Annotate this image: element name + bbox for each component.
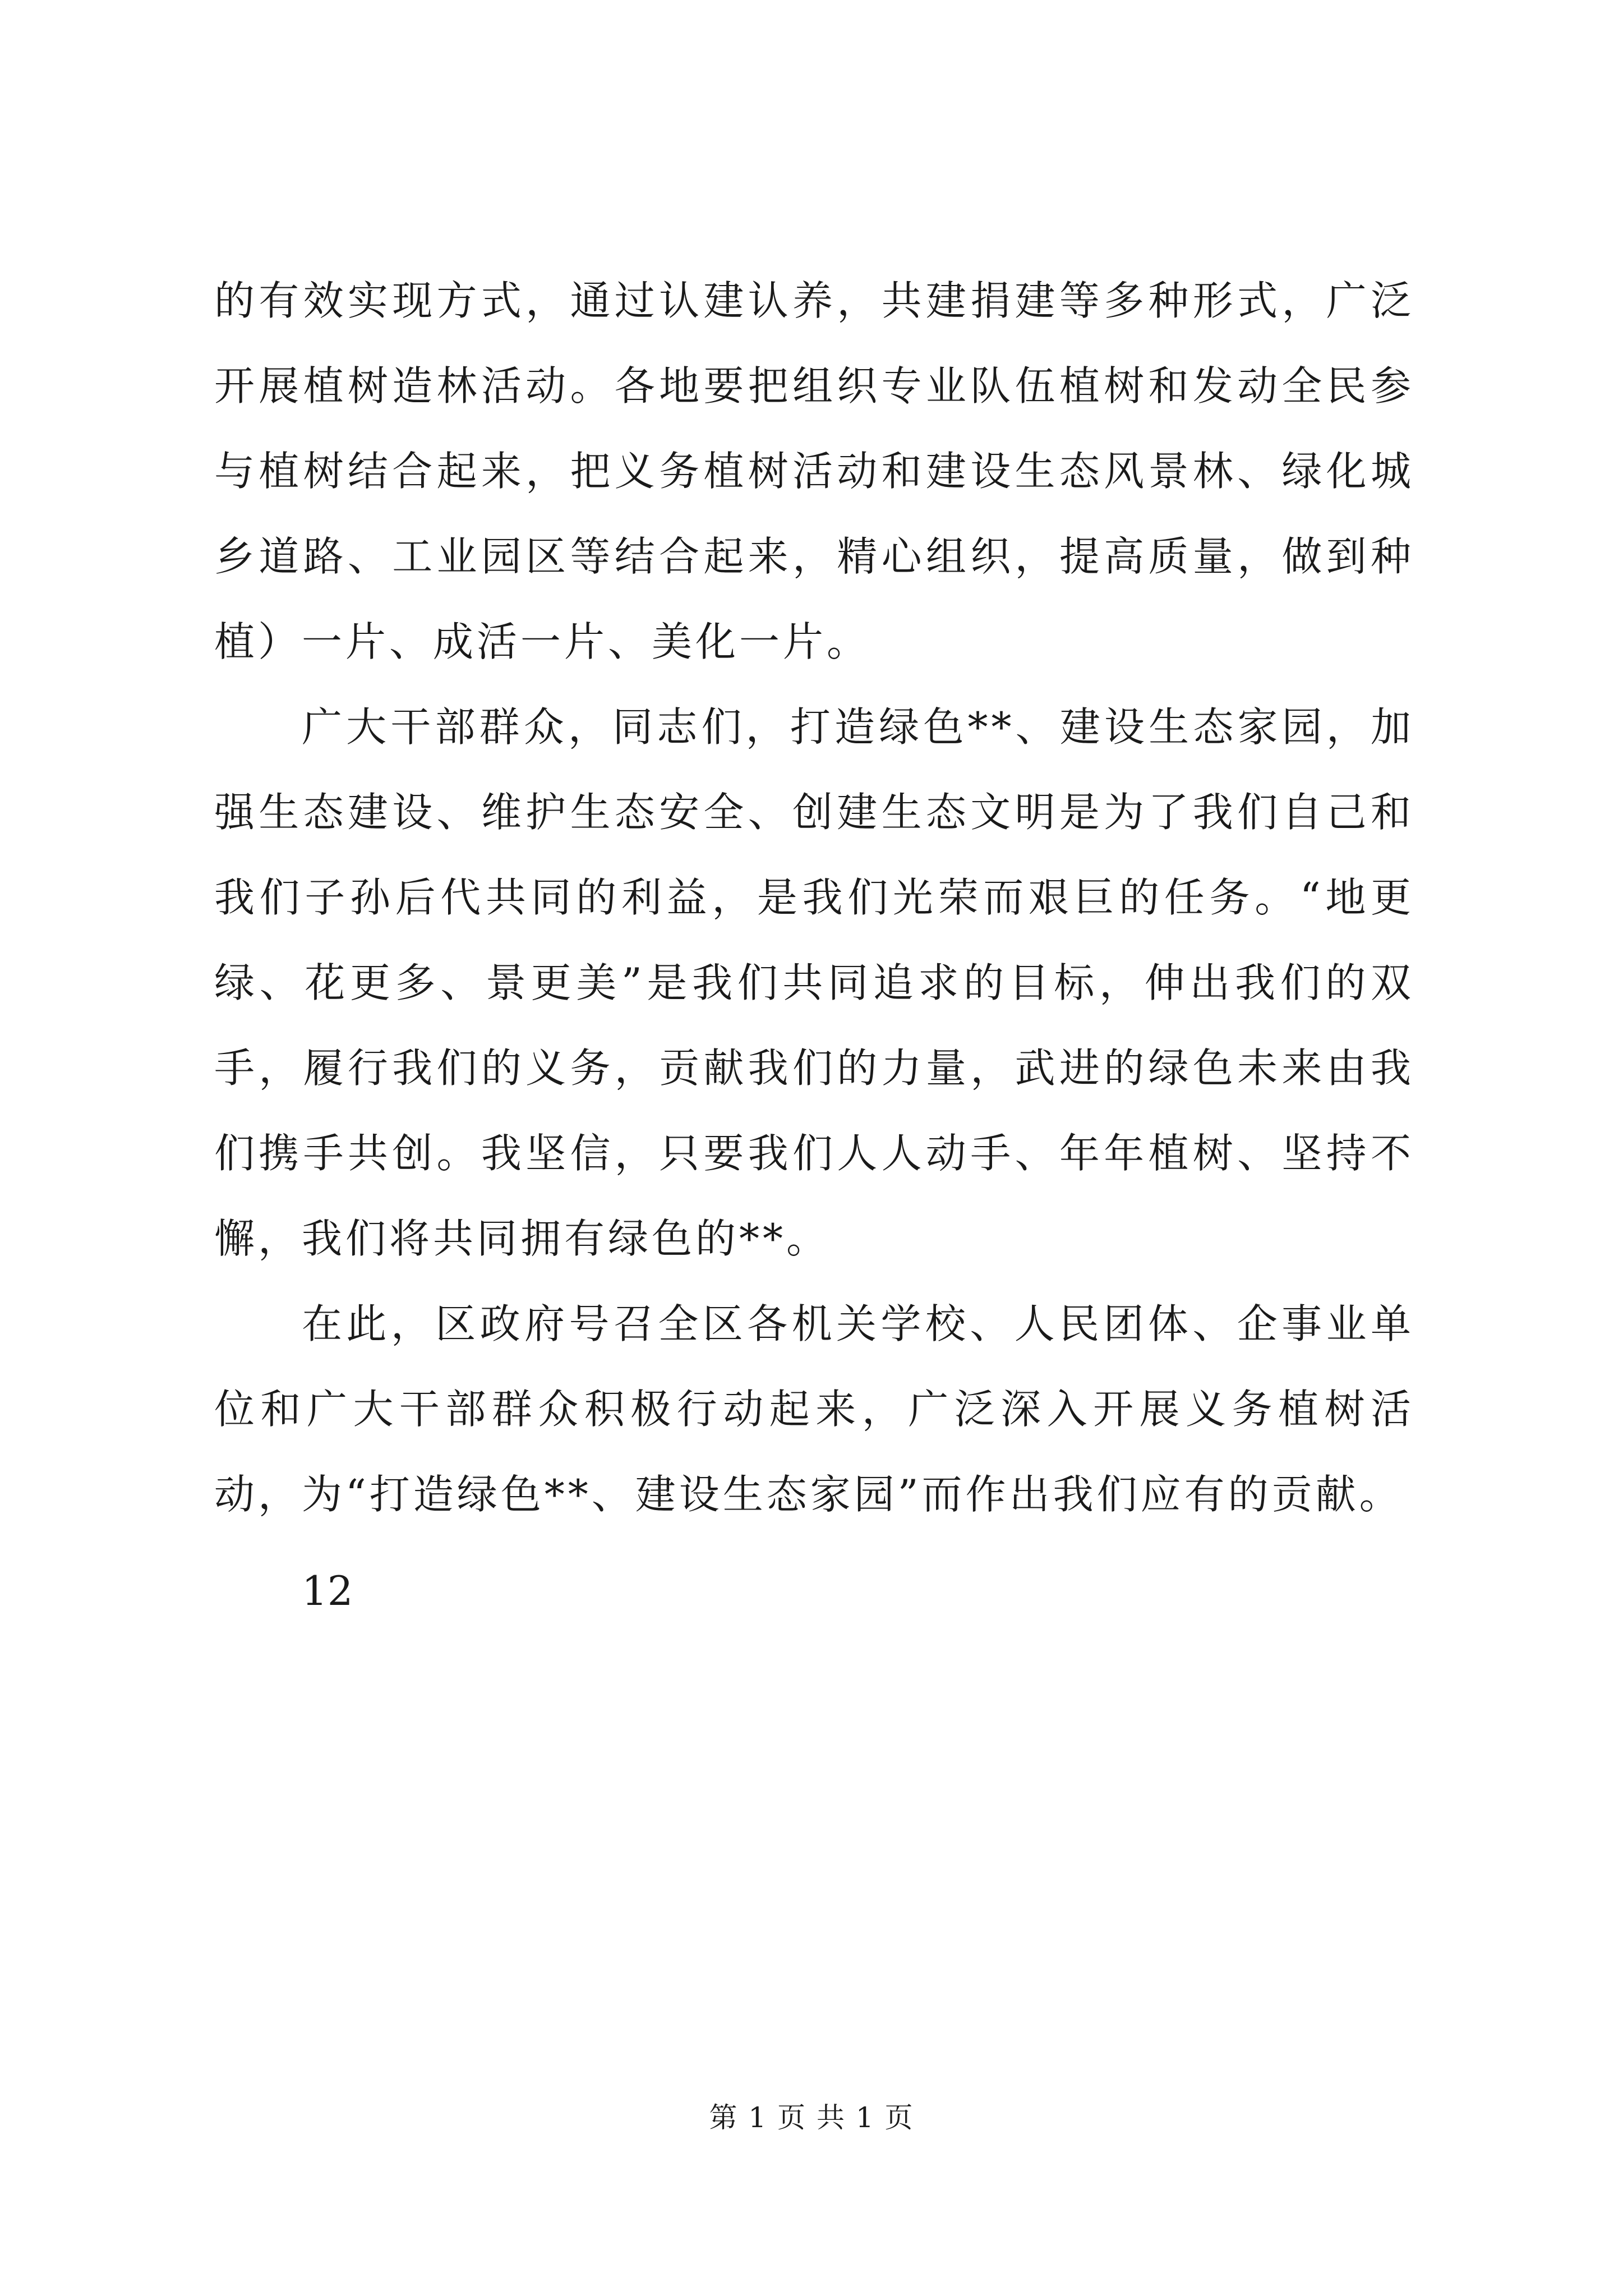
paragraph-2: 广大干部群众，同志们，打造绿色**、建设生态家园，加强生态建设、维护生态安全、创建生态文明是为了我们自己和我们子孙后代共同的利益，是我们光荣而艰巨的任务。“地更绿、花更多、景更美”是我们共同追求的目标，伸出我们的双手，履行我们的义务，贡献我们的力量，武进的绿色未来由我们携手共创。我坚信，只要我们人人动手、年年植树、坚持不懈，我们将共同拥有绿色的**。 [214, 703, 1414, 1262]
paragraph-3: 在此，区政府号召全区各机关学校、人民团体、企事业单位和广大干部群众积极行动起来，广泛深入开展义务植树活动，为“打造绿色**、建设生态家园”而作出我们应有的贡献。 [214, 1300, 1414, 1518]
document-body [214, 258, 1414, 1634]
paragraph-1: 的有效实现方式，通过认建认养，共建捐建等多种形式，广泛开展植树造林活动。各地要把组织专业队伍植树和发动全民参与植树结合起来，把义务植树活动和建设生态风景林、绿化城乡道路、工业园区等结合起来，精心组织，提高质量，做到种植）一片、成活一片、美化一片。 [214, 277, 1414, 665]
page-footer: 第 1 页 共 1 页 [709, 2101, 914, 2134]
trailing-number: 12 [302, 1567, 353, 1614]
